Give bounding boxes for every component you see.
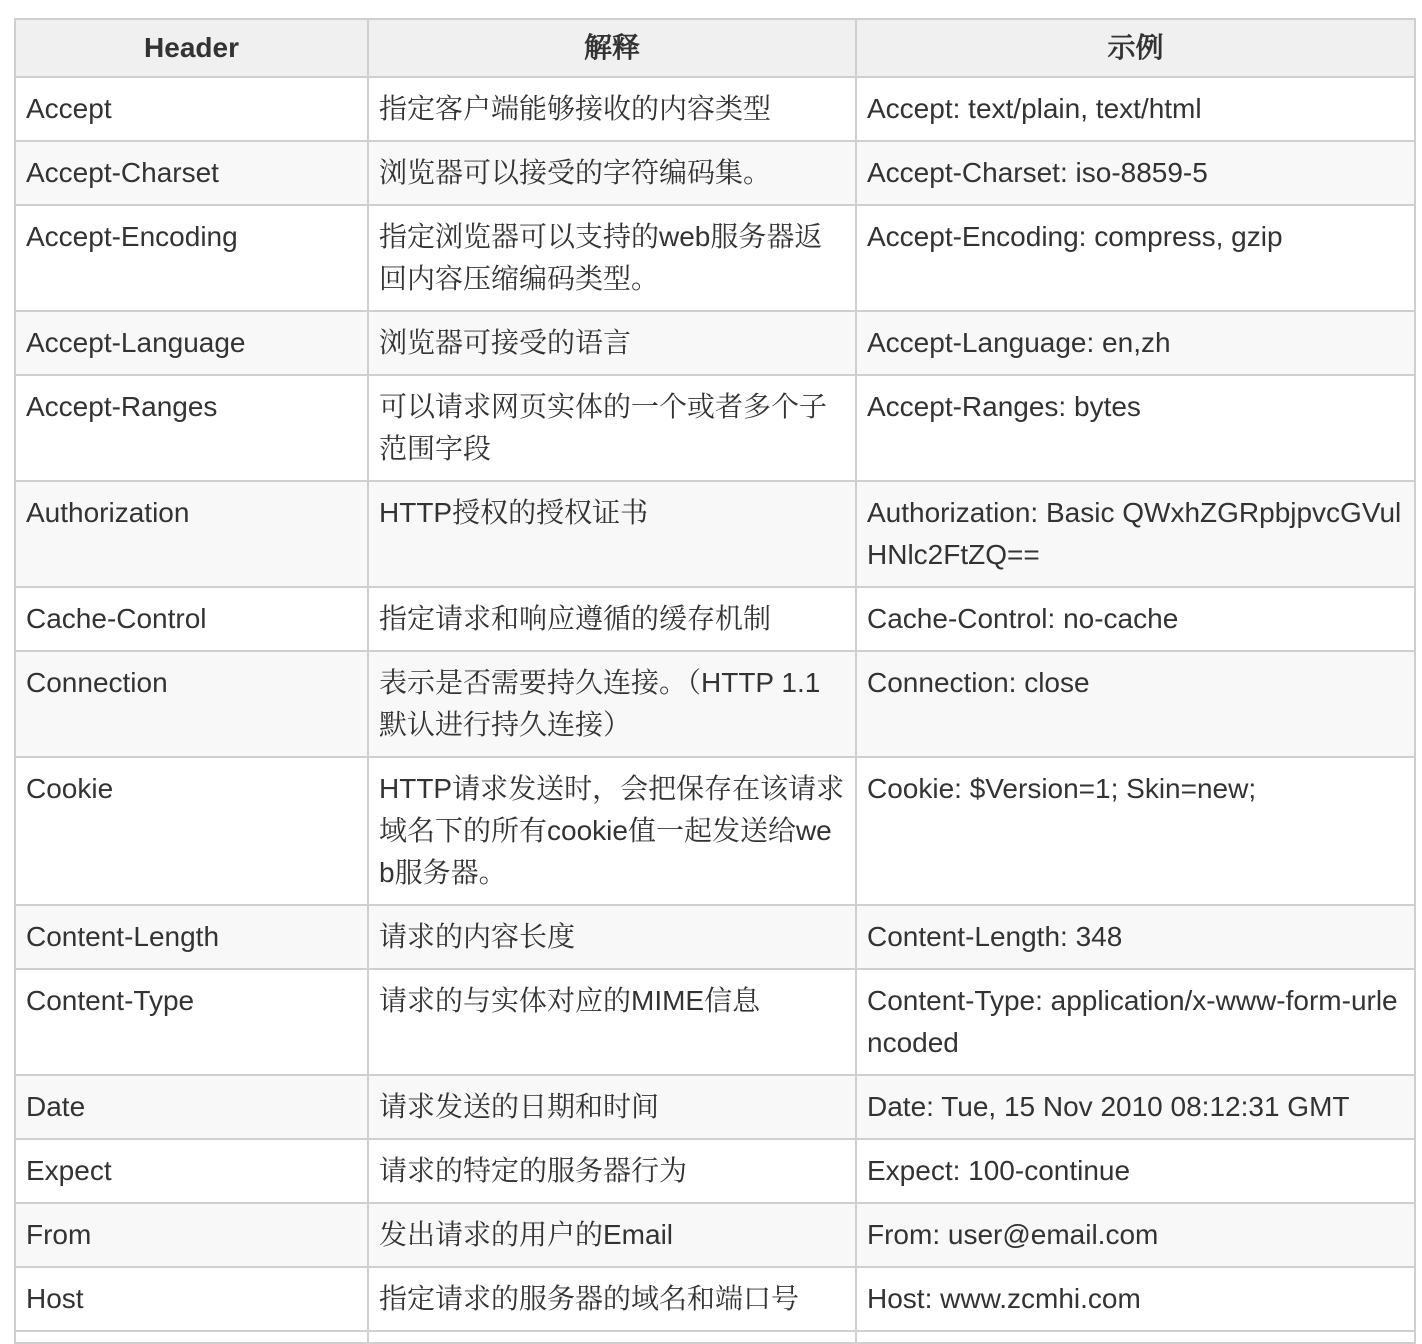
table-row (15, 1139, 1415, 1203)
cell-example: Cookie: $Version=1; Skin=new; (856, 757, 1415, 905)
cell-header-name: Cookie (15, 757, 368, 905)
cell-example: Date: Tue, 15 Nov 2010 08:12:31 GMT (856, 1075, 1415, 1139)
cell-explanation: 请求发送的日期和时间 (368, 1075, 856, 1139)
table-row (15, 1267, 1415, 1331)
table-row (15, 1075, 1415, 1139)
table-row (15, 311, 1415, 375)
cell-header-name: Expect (15, 1139, 368, 1203)
cell-example: Content-Length: 348 (856, 905, 1415, 969)
cell-example: Content-Type: application/x-www-form-urlencoded (856, 969, 1415, 1075)
cell-example: Accept-Ranges: bytes (856, 375, 1415, 481)
http-headers-table (14, 18, 1416, 1344)
cell-header-name: Content-Type (15, 969, 368, 1075)
cell-header-name: Date (15, 1075, 368, 1139)
http-headers-table-container (14, 18, 1416, 1344)
cell-header-name: Connection (15, 651, 368, 757)
cell-header-name: Host (15, 1267, 368, 1331)
cell-explanation: 请求的与实体对应的MIME信息 (368, 969, 856, 1075)
cell-example: Accept: text/plain, text/html (856, 77, 1415, 141)
table-header-row (15, 19, 1415, 77)
cell-header-name: Accept (15, 77, 368, 141)
table-row (15, 375, 1415, 481)
cell-example: Accept-Charset: iso-8859-5 (856, 141, 1415, 205)
cell-header-name: Accept-Ranges (15, 375, 368, 481)
cell-example: Authorization: Basic QWxhZGRpbjpvcGVulHNlc2FtZQ== (856, 481, 1415, 587)
table-row (15, 905, 1415, 969)
cell-example: Host: www.zcmhi.com (856, 1267, 1415, 1331)
table-body (15, 77, 1415, 1343)
empty-cell (856, 1331, 1415, 1343)
table-row (15, 205, 1415, 311)
cell-explanation: HTTP授权的授权证书 (368, 481, 856, 587)
cell-example: Cache-Control: no-cache (856, 587, 1415, 651)
cell-header-name: Accept-Encoding (15, 205, 368, 311)
cell-explanation: HTTP请求发送时，会把保存在该请求域名下的所有cookie值一起发送给web服务器。 (368, 757, 856, 905)
cell-explanation: 指定请求和响应遵循的缓存机制 (368, 587, 856, 651)
table-row (15, 77, 1415, 141)
table-row (15, 141, 1415, 205)
table-row (15, 757, 1415, 905)
table-row (15, 587, 1415, 651)
cell-example: Accept-Language: en,zh (856, 311, 1415, 375)
cell-explanation: 发出请求的用户的Email (368, 1203, 856, 1267)
cell-example: Connection: close (856, 651, 1415, 757)
cell-explanation: 指定浏览器可以支持的web服务器返回内容压缩编码类型。 (368, 205, 856, 311)
cell-header-name: Content-Length (15, 905, 368, 969)
table-row (15, 651, 1415, 757)
column-header-header: Header (15, 19, 368, 77)
column-header-explanation: 解释 (368, 19, 856, 77)
cell-explanation: 可以请求网页实体的一个或者多个子范围字段 (368, 375, 856, 481)
empty-cell (15, 1331, 368, 1343)
cell-explanation: 浏览器可以接受的字符编码集。 (368, 141, 856, 205)
cell-explanation: 请求的内容长度 (368, 905, 856, 969)
cell-example: Expect: 100-continue (856, 1139, 1415, 1203)
table-row (15, 1203, 1415, 1267)
table-row (15, 969, 1415, 1075)
cell-header-name: Accept-Language (15, 311, 368, 375)
cell-header-name: Authorization (15, 481, 368, 587)
column-header-example: 示例 (856, 19, 1415, 77)
cell-header-name: From (15, 1203, 368, 1267)
cell-explanation: 请求的特定的服务器行为 (368, 1139, 856, 1203)
table-row-partial (15, 1331, 1415, 1343)
cell-example: From: user@email.com (856, 1203, 1415, 1267)
cell-explanation: 表示是否需要持久连接。（HTTP 1.1默认进行持久连接） (368, 651, 856, 757)
cell-explanation: 指定客户端能够接收的内容类型 (368, 77, 856, 141)
empty-cell (368, 1331, 856, 1343)
table-row (15, 481, 1415, 587)
cell-header-name: Accept-Charset (15, 141, 368, 205)
cell-explanation: 浏览器可接受的语言 (368, 311, 856, 375)
cell-example: Accept-Encoding: compress, gzip (856, 205, 1415, 311)
cell-explanation: 指定请求的服务器的域名和端口号 (368, 1267, 856, 1331)
cell-header-name: Cache-Control (15, 587, 368, 651)
